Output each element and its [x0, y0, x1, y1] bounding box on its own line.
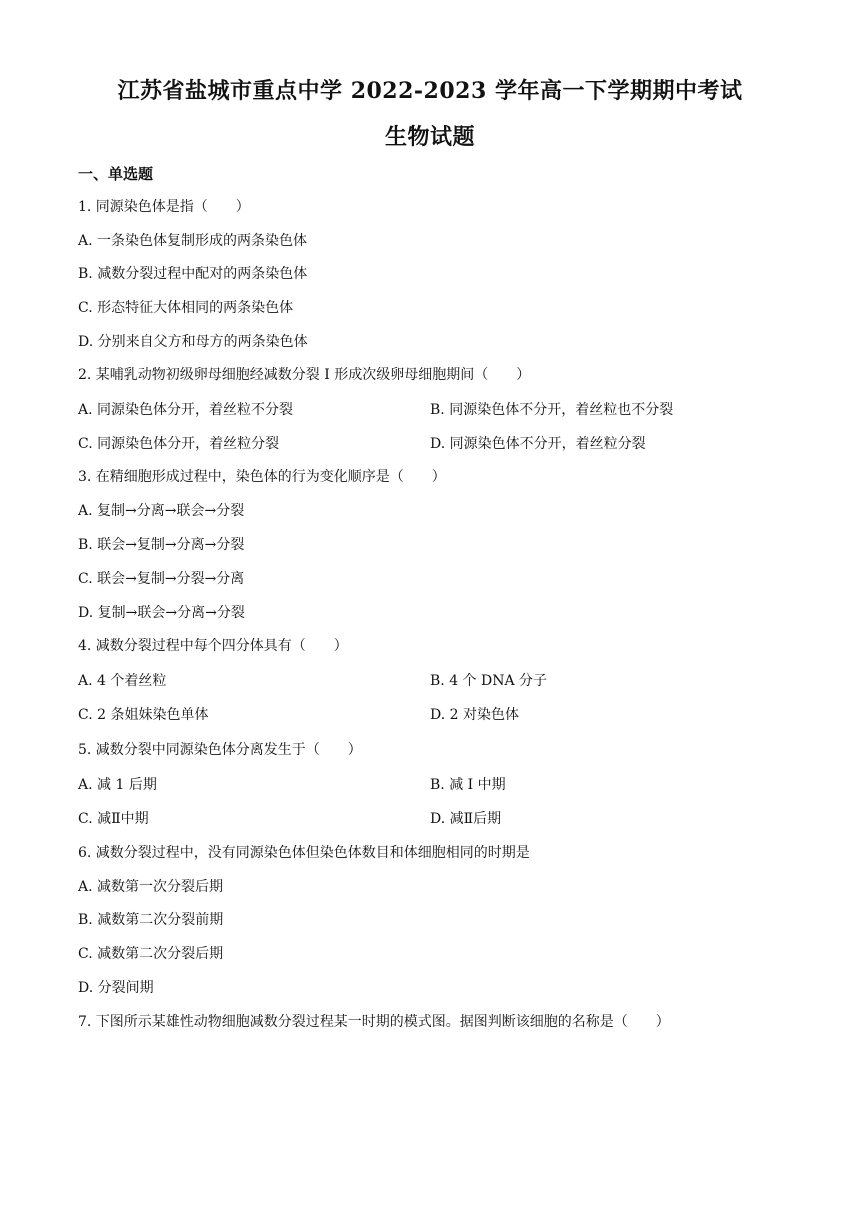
option-d: D. 减Ⅱ后期	[430, 811, 502, 827]
option-c: C. 形态特征大体相同的两条染色体	[78, 300, 294, 316]
option-d: D. 分裂间期	[78, 980, 154, 996]
option-b: B. 减数分裂过程中配对的两条染色体	[78, 266, 308, 282]
question-stem: 5. 减数分裂中同源染色体分离发生于（ ）	[78, 742, 362, 758]
option-a: A. 减 1 后期	[78, 777, 157, 793]
option-c: C. 减数第二次分裂后期	[78, 946, 224, 962]
option-c: C. 减Ⅱ中期	[78, 811, 149, 827]
option-c: C. 2 条姐妹染色单体	[78, 707, 209, 723]
option-a: A. 一条染色体复制形成的两条染色体	[78, 233, 308, 249]
option-d: D. 2 对染色体	[430, 707, 519, 723]
question-stem: 3. 在精细胞形成过程中，染色体的行为变化顺序是（ ）	[78, 469, 446, 485]
option-c: C. 联会→复制→分裂→分离	[78, 571, 245, 587]
question-stem: 6. 减数分裂过程中，没有同源染色体但染色体数目和体细胞相同的时期是	[78, 845, 530, 861]
option-c: C. 同源染色体分开，着丝粒分裂	[78, 436, 280, 452]
question-stem: 1. 同源染色体是指（ ）	[78, 199, 250, 215]
option-a: A. 同源染色体分开，着丝粒不分裂	[78, 402, 294, 418]
option-b: B. 联会→复制→分离→分裂	[78, 537, 245, 553]
exam-title: 江苏省盐城市重点中学 2022-2023 学年高一下学期期中考试	[117, 78, 743, 104]
question-stem: 4. 减数分裂过程中每个四分体具有（ ）	[78, 638, 348, 654]
option-b: B. 减数第二次分裂前期	[78, 912, 224, 928]
option-b: B. 同源染色体不分开，着丝粒也不分裂	[430, 402, 674, 418]
option-d: D. 复制→联会→分离→分裂	[78, 605, 245, 621]
exam-subtitle: 生物试题	[384, 124, 475, 150]
option-b: B. 4 个 DNA 分子	[430, 673, 548, 689]
option-a: A. 减数第一次分裂后期	[78, 879, 224, 895]
question-stem: 7. 下图所示某雄性动物细胞减数分裂过程某一时期的模式图。据图判断该细胞的名称是（ ）	[78, 1014, 670, 1030]
option-a: A. 复制→分离→联会→分裂	[78, 503, 245, 519]
option-b: B. 减 I 中期	[430, 777, 506, 793]
question-stem: 2. 某哺乳动物初级卵母细胞经减数分裂 I 形成次级卵母细胞期间（ ）	[78, 367, 531, 383]
option-d: D. 同源染色体不分开，着丝粒分裂	[430, 436, 646, 452]
option-d: D. 分别来自父方和母方的两条染色体	[78, 334, 308, 350]
section-heading: 一、单选题	[78, 165, 154, 183]
option-a: A. 4 个着丝粒	[78, 673, 167, 689]
